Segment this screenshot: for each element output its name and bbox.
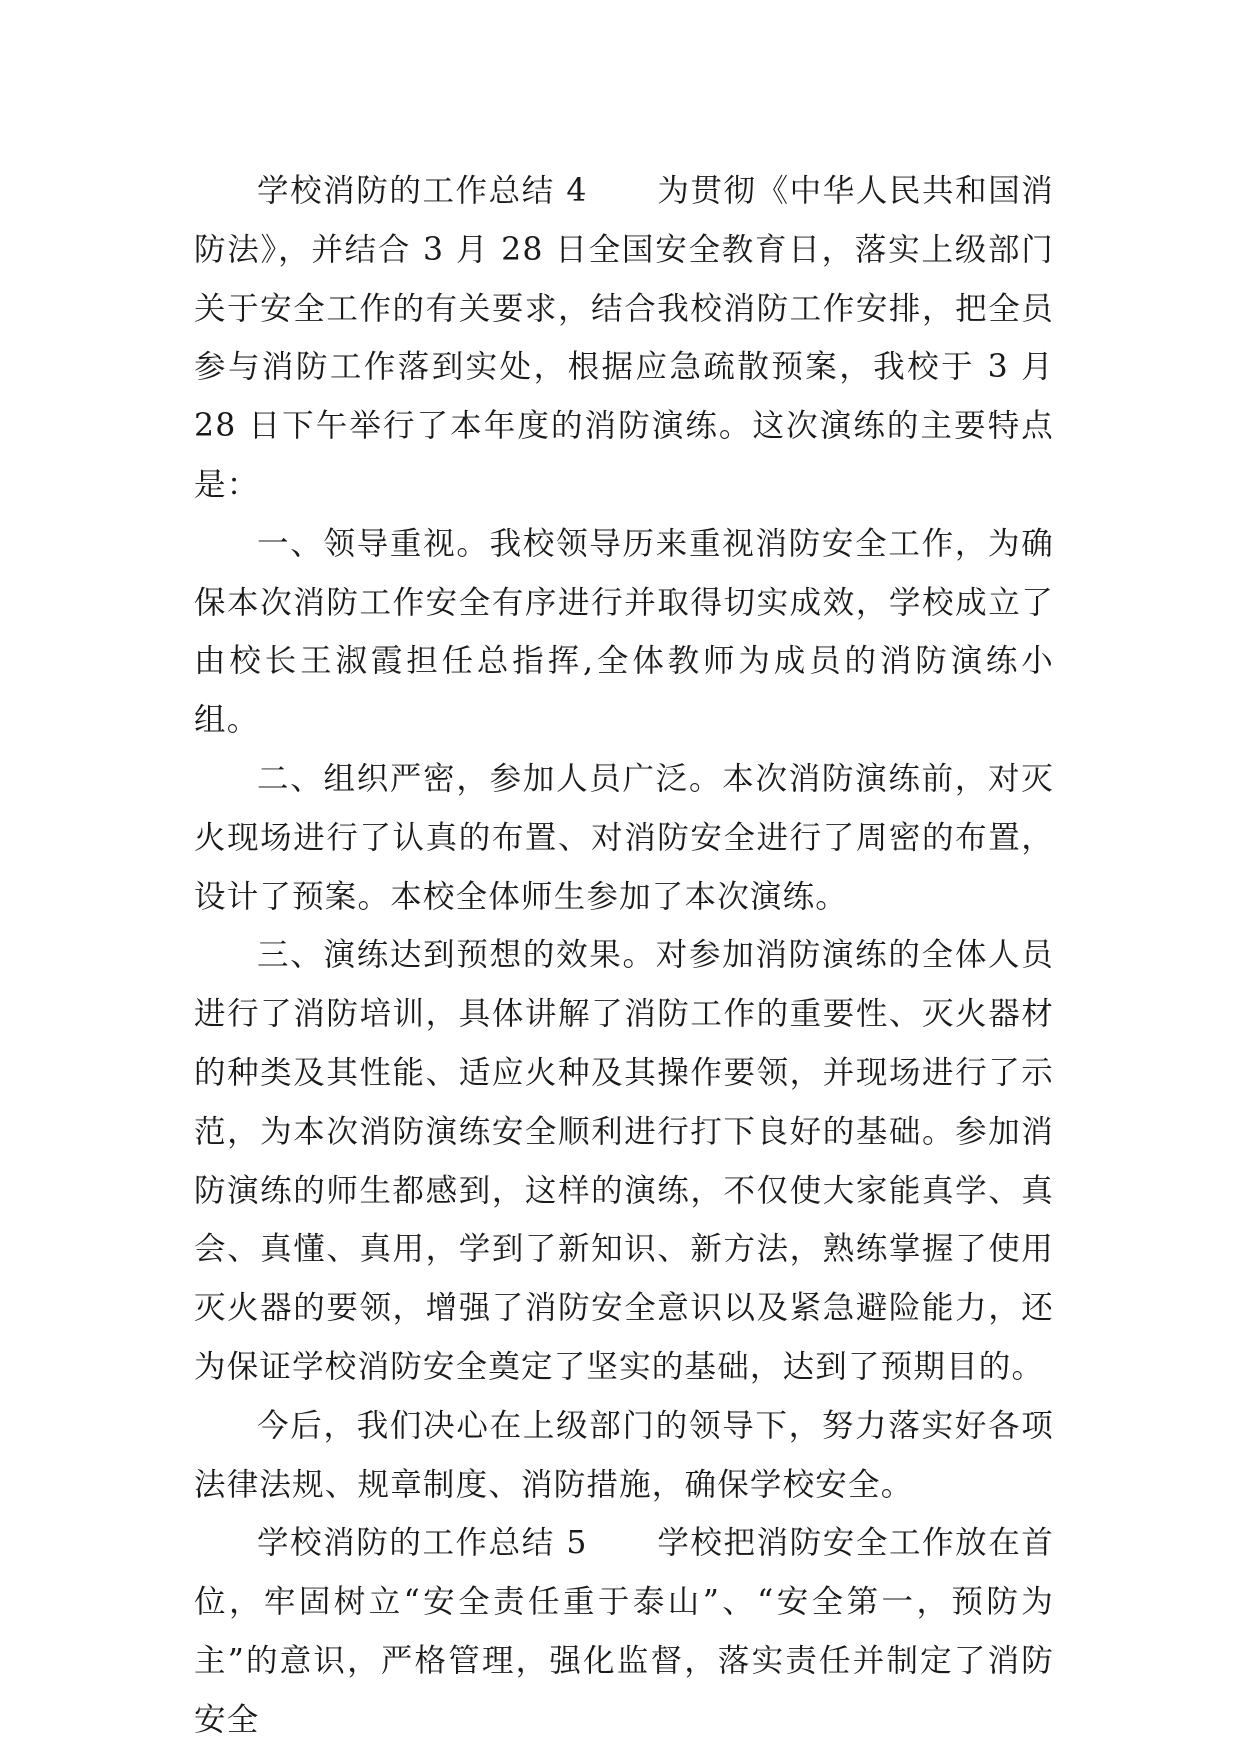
section-5-title: 学校消防的工作总结 5 <box>257 1525 588 1562</box>
paragraph-organization: 二、组织严密，参加人员广泛。本次消防演练前，对灭火现场进行了认真的布置、对消防安全进行了周密的布置，设计了预案。本校全体师生参加了本次演练。 <box>194 760 1054 915</box>
section-5-intro: 学校把消防安全工作放在首位，牢固树立“安全责任重于泰山”、“安全第一，预防为主”的意识，严格管理，强化监督，落实责任并制定了消防安全 <box>194 1525 1054 1738</box>
section-4-title: 学校消防的工作总结 4 <box>257 173 588 209</box>
section-4-paragraph <box>194 162 1054 515</box>
paragraph-leadership: 一、领导重视。我校领导历来重视消防安全工作，为确保本次消防工作安全有序进行并取得切实成效，学校成立了由校长王淑霞担任总指挥,全体教师为成员的消防演练小组。 <box>194 525 1054 739</box>
paragraph-effect: 三、演练达到预想的效果。对参加消防演练的全体人员进行了消防培训，具体讲解了消防工作的重要性、灭火器材的种类及其性能、适应火种及其操作要领，并现场进行了示范，为本次消防演练安全顺利进行打下良好的基础。参加消防演练的师生都感到，这样的演练，不仅使大家能真学、真会、真懂、真用，学到了新知识、新方法，熟练掌握了使用灭火器的要领，增强了消防安全意识以及紧急避险能力，还为保证学校消防安全奠定了坚实的基础，达到了预期目的。 <box>194 937 1054 1385</box>
section-5-paragraph <box>194 1514 1054 1749</box>
paragraph-future: 今后，我们决心在上级部门的领导下，努力落实好各项法律法规、规章制度、消防措施，确保学校安全。 <box>194 1407 1054 1503</box>
document-body <box>194 162 1054 1750</box>
section-4-intro: 为贯彻《中华人民共和国消防法》，并结合 3 月 28 日全国安全教育日，落实上级部门关于安全工作的有关要求，结合我校消防工作安排，把全员参与消防工作落到实处，根据应急疏散预案，我校于 3 月 28 日下午举行了本年度的消防演练。这次演练的主要特点是： <box>194 173 1054 503</box>
